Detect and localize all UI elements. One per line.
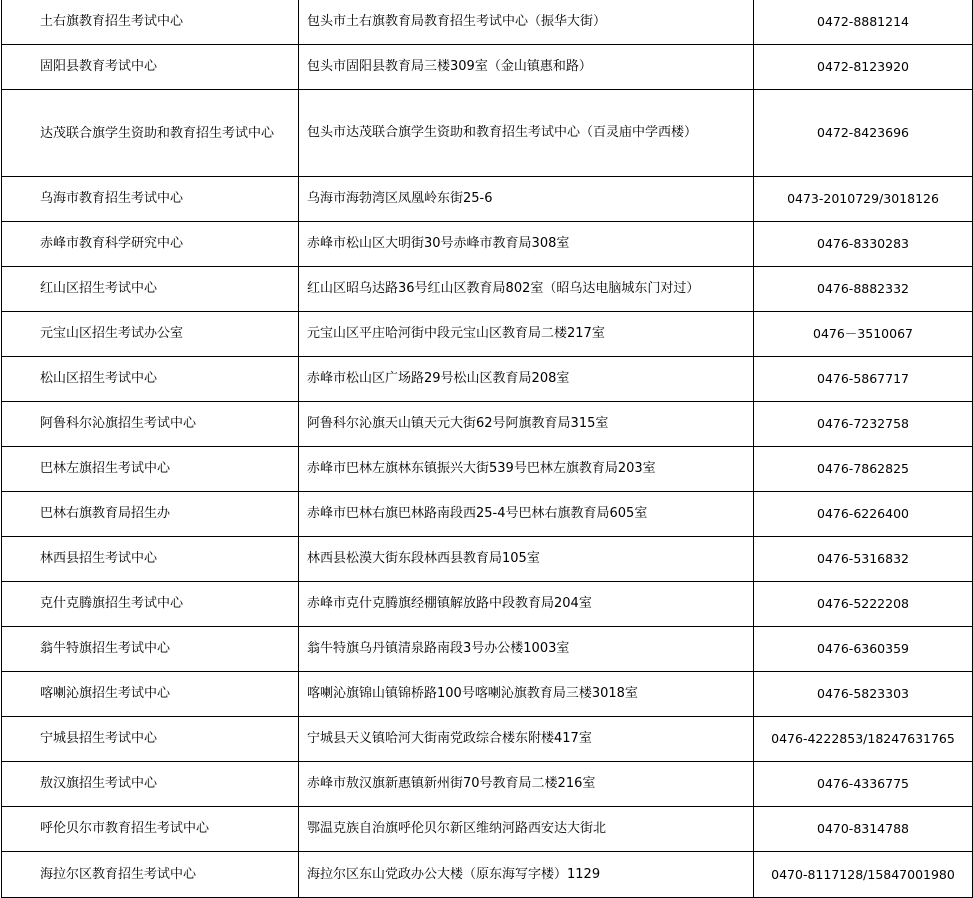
address-cell: 宁城县天义镇哈河大街南党政综合楼东附楼417室 xyxy=(299,717,754,762)
center-name-cell: 敖汉旗招生考试中心 xyxy=(2,762,299,807)
table-row xyxy=(2,672,973,717)
table-row xyxy=(2,717,973,762)
table-row xyxy=(2,582,973,627)
table-row xyxy=(2,177,973,222)
center-name-cell: 松山区招生考试中心 xyxy=(2,357,299,402)
center-name-cell: 克什克腾旗招生考试中心 xyxy=(2,582,299,627)
address-cell: 鄂温克族自治旗呼伦贝尔新区维纳河路西安达大街北 xyxy=(299,807,754,852)
phone-cell: 0476-7232758 xyxy=(754,402,973,447)
phone-cell: 0472-8881214 xyxy=(754,0,973,45)
center-name-cell: 元宝山区招生考试办公室 xyxy=(2,312,299,357)
table-row xyxy=(2,267,973,312)
center-name-cell: 固阳县教育考试中心 xyxy=(2,45,299,90)
table-row xyxy=(2,627,973,672)
center-name-cell: 巴林右旗教育局招生办 xyxy=(2,492,299,537)
address-cell: 赤峰市敖汉旗新惠镇新州街70号教育局二楼216室 xyxy=(299,762,754,807)
center-name-cell: 宁城县招生考试中心 xyxy=(2,717,299,762)
center-name-cell: 林西县招生考试中心 xyxy=(2,537,299,582)
center-name-cell: 达茂联合旗学生资助和教育招生考试中心 xyxy=(2,90,299,177)
table-row xyxy=(2,222,973,267)
phone-cell: 0476-5823303 xyxy=(754,672,973,717)
address-cell: 包头市固阳县教育局三楼309室（金山镇惠和路） xyxy=(299,45,754,90)
center-name-cell: 呼伦贝尔市教育招生考试中心 xyxy=(2,807,299,852)
address-cell: 翁牛特旗乌丹镇清泉路南段3号办公楼1003室 xyxy=(299,627,754,672)
table-row xyxy=(2,90,973,177)
center-name-cell: 喀喇沁旗招生考试中心 xyxy=(2,672,299,717)
phone-cell: 0476-5316832 xyxy=(754,537,973,582)
address-cell: 赤峰市克什克腾旗经棚镇解放路中段教育局204室 xyxy=(299,582,754,627)
phone-cell: 0476-6226400 xyxy=(754,492,973,537)
address-cell: 赤峰市松山区大明街30号赤峰市教育局308室 xyxy=(299,222,754,267)
address-cell: 喀喇沁旗锦山镇锦桥路100号喀喇沁旗教育局三楼3018室 xyxy=(299,672,754,717)
center-name-cell: 海拉尔区教育招生考试中心 xyxy=(2,852,299,898)
table-row xyxy=(2,312,973,357)
center-name-cell: 红山区招生考试中心 xyxy=(2,267,299,312)
address-cell: 赤峰市松山区广场路29号松山区教育局208室 xyxy=(299,357,754,402)
center-name-cell: 乌海市教育招生考试中心 xyxy=(2,177,299,222)
table-row xyxy=(2,852,973,898)
address-cell: 红山区昭乌达路36号红山区教育局802室（昭乌达电脑城东门对过） xyxy=(299,267,754,312)
center-name-cell: 巴林左旗招生考试中心 xyxy=(2,447,299,492)
phone-cell: 0476-5867717 xyxy=(754,357,973,402)
phone-cell: 0470-8117128/15847001980 xyxy=(754,852,973,898)
table-row xyxy=(2,492,973,537)
center-name-cell: 赤峰市教育科学研究中心 xyxy=(2,222,299,267)
exam-center-contact-table xyxy=(1,0,973,898)
phone-cell: 0472-8423696 xyxy=(754,90,973,177)
table-row xyxy=(2,807,973,852)
center-name-cell: 阿鲁科尔沁旗招生考试中心 xyxy=(2,402,299,447)
address-cell: 包头市达茂联合旗学生资助和教育招生考试中心（百灵庙中学西楼） xyxy=(299,90,754,177)
address-cell: 海拉尔区东山党政办公大楼（原东海写字楼）1129 xyxy=(299,852,754,898)
phone-cell: 0476-4336775 xyxy=(754,762,973,807)
phone-cell: 0472-8123920 xyxy=(754,45,973,90)
phone-cell: 0473-2010729/3018126 xyxy=(754,177,973,222)
phone-cell: 0476-4222853/18247631765 xyxy=(754,717,973,762)
phone-cell: 0476－3510067 xyxy=(754,312,973,357)
phone-cell: 0476-6360359 xyxy=(754,627,973,672)
phone-cell: 0470-8314788 xyxy=(754,807,973,852)
address-cell: 赤峰市巴林左旗林东镇振兴大街539号巴林左旗教育局203室 xyxy=(299,447,754,492)
address-cell: 阿鲁科尔沁旗天山镇天元大街62号阿旗教育局315室 xyxy=(299,402,754,447)
table-row xyxy=(2,402,973,447)
address-cell: 林西县松漠大街东段林西县教育局105室 xyxy=(299,537,754,582)
center-name-cell: 翁牛特旗招生考试中心 xyxy=(2,627,299,672)
table-row xyxy=(2,762,973,807)
address-cell: 乌海市海勃湾区凤凰岭东街25-6 xyxy=(299,177,754,222)
table-row xyxy=(2,357,973,402)
address-cell: 包头市土右旗教育局教育招生考试中心（振华大街） xyxy=(299,0,754,45)
table-row xyxy=(2,537,973,582)
table-row xyxy=(2,0,973,45)
center-name-cell: 土右旗教育招生考试中心 xyxy=(2,0,299,45)
phone-cell: 0476-8882332 xyxy=(754,267,973,312)
address-cell: 元宝山区平庄哈河街中段元宝山区教育局二楼217室 xyxy=(299,312,754,357)
address-cell: 赤峰市巴林右旗巴林路南段西25-4号巴林右旗教育局605室 xyxy=(299,492,754,537)
phone-cell: 0476-7862825 xyxy=(754,447,973,492)
table-row xyxy=(2,447,973,492)
phone-cell: 0476-8330283 xyxy=(754,222,973,267)
table-row xyxy=(2,45,973,90)
phone-cell: 0476-5222208 xyxy=(754,582,973,627)
